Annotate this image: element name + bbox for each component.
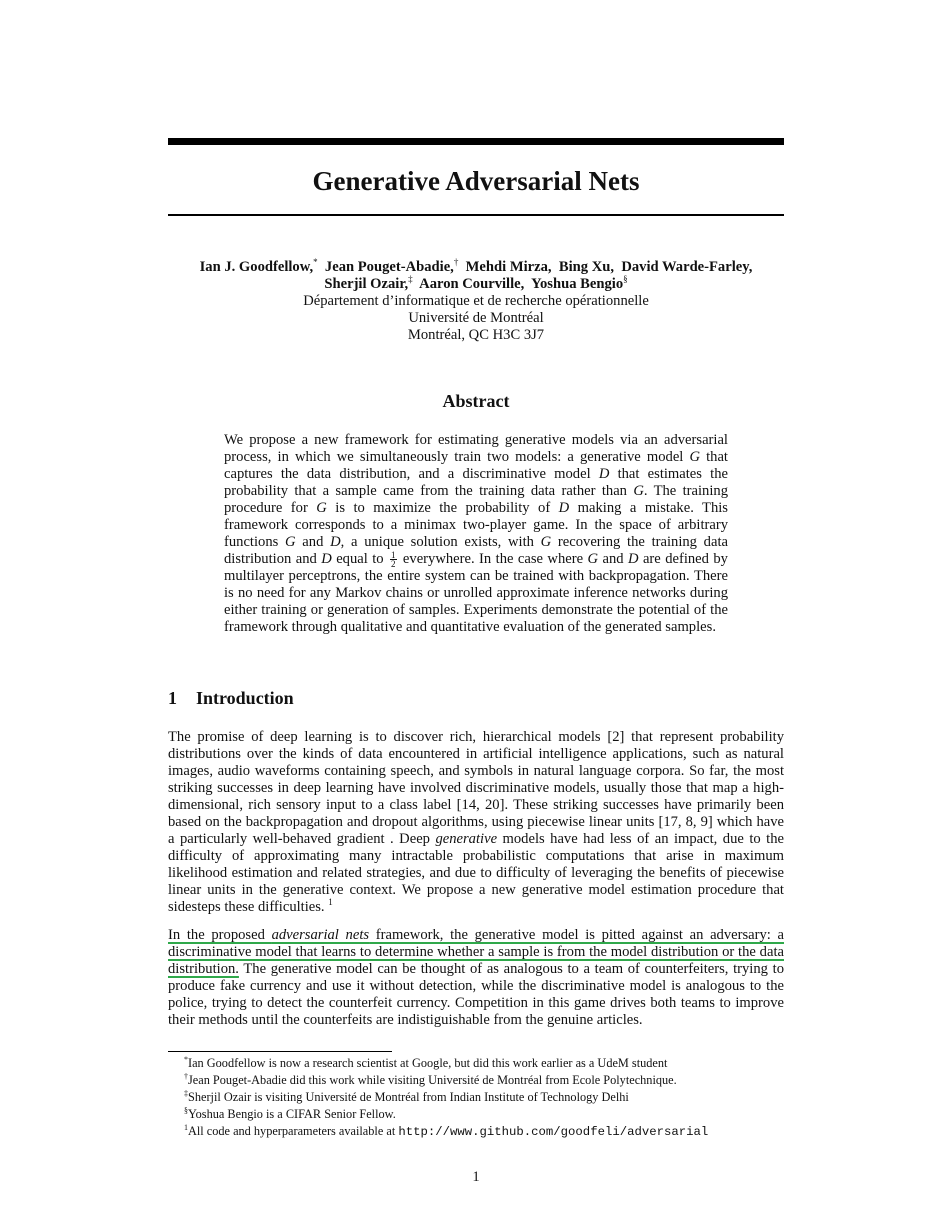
footnote: *Ian Goodfellow is now a research scientist at Google, but did this work earlier as a UdeM student [184, 1055, 668, 1070]
author-line-2 [168, 276, 784, 293]
author: David Warde-Farley, [621, 259, 753, 275]
author-mark: * [313, 257, 318, 267]
footnotes [184, 1055, 804, 1141]
author-mark: † [453, 257, 459, 267]
github-link[interactable]: http://www.github.com/goodfeli/adversarial [398, 1125, 709, 1139]
author: Mehdi Mirza, [465, 259, 552, 275]
footnote: ‡Sherjil Ozair is visiting Université de Montréal from Indian Institute of Technology Delhi [184, 1089, 629, 1104]
title-rule-bottom [168, 214, 784, 216]
affiliation-department: Département d’informatique et de recherche opérationnelle [303, 293, 649, 309]
affiliation-address: Montréal, QC H3C 3J7 [407, 327, 545, 343]
affiliation-university: Université de Montréal [408, 310, 544, 326]
paper-title: Generative Adversarial Nets [312, 166, 640, 196]
footnote: $^1$All code and hyperparameters available at http://www.github.com/goodfeli/adversarial [184, 1123, 709, 1139]
section-title: Introduction [196, 688, 294, 708]
footnote-ref: 1 [328, 897, 333, 907]
abstract-heading: Abstract [442, 391, 510, 411]
author-mark: § [623, 274, 628, 284]
title-rule-top [168, 138, 784, 145]
author: Yoshua Bengio [531, 276, 624, 292]
fraction-one-half: $\frac{1}{2}$ [391, 550, 396, 569]
highlighted-text: In the proposed adversarial nets framework, the generative model is pitted against an adversary: a discriminative model that learns to determine whether a sample is from the model distribution or the data distribution. [168, 927, 785, 977]
footnote-rule [168, 1051, 392, 1052]
section-number: 1 [168, 688, 177, 708]
footnote: †Jean Pouget-Abadie did this work while visiting Université de Montréal from Ecole Polytechnique. [184, 1072, 677, 1087]
author-block [168, 259, 784, 344]
footnote: §Yoshua Bengio is a CIFAR Senior Fellow. [184, 1106, 396, 1121]
author: Ian J. Goodfellow, [199, 259, 314, 275]
page-number: 1 [472, 1169, 480, 1185]
author: Aaron Courville, [419, 276, 525, 292]
section-heading-introduction [168, 688, 294, 709]
author: Sherjil Ozair, [324, 276, 409, 292]
author-mark: ‡ [408, 274, 413, 284]
intro-paragraph-1: The promise of deep learning is to discover rich, hierarchical models [2] that represent probability distributions over the kinds of data encountered in artificial intelligence applications, such as natural images, audio waveforms containing speech, and symbols in natural language corpora. So far, the most striking successes in deep learning have involved discriminative models, usually those that map a high-dimensional, rich sensory input to a class label [14, 20]. These striking successes have primarily been based on the backpropagation and dropout algorithms, using piecewise linear units [17, 8, 9] which have a particularly well-behaved gradient . Deep generative models have had less of an impact, due to the difficulty of approximating many intractable probabilistic computations that arise in maximum likelihood estimation and related strategies, and due to difficulty of leveraging the benefits of piecewise linear units in the generative context. We propose a new generative model estimation procedure that sidesteps these difficulties. $^1$ [168, 729, 784, 915]
abstract-body: We propose a new framework for estimating generative models via an adversarial process, in which we simultaneously train two models: a generative model G that captures the data distribution, and a discriminative model D that estimates the probability that a sample came from the training data rather than G. The training procedure for G is to maximize the probability of D making a mistake. This framework corresponds to a minimax two-player game. In the space of arbitrary functions G and D, a unique solution exists, with G recovering the training data distribution and D equal to $\frac{1}{2}$ everywhere. In the case where G and D are defined by multilayer perceptrons, the entire system can be trained with backpropagation. There is no need for any Markov chains or unrolled approximate inference networks during either training or generation of samples. Experiments demonstrate the potential of the framework through qualitative and quantitative evaluation of the generated samples. [224, 432, 729, 635]
author-line-1 [168, 259, 784, 276]
intro-paragraph-2: In the proposed adversarial nets framework, the generative model is pitted against an adversary: a discriminative model that learns to determine whether a sample is from the model distribution or the data distribution. The generative model can be thought of as analogous to a team of counterfeiters, trying to produce fake currency and use it without detection, while the discriminative model is analogous to the police, trying to detect the counterfeit currency. Competition in this game drives both teams to improve their methods until the counterfeits are indistiguishable from the genuine articles. [168, 927, 785, 1028]
author: Jean Pouget-Abadie, [324, 259, 454, 275]
author: Bing Xu, [558, 259, 615, 275]
